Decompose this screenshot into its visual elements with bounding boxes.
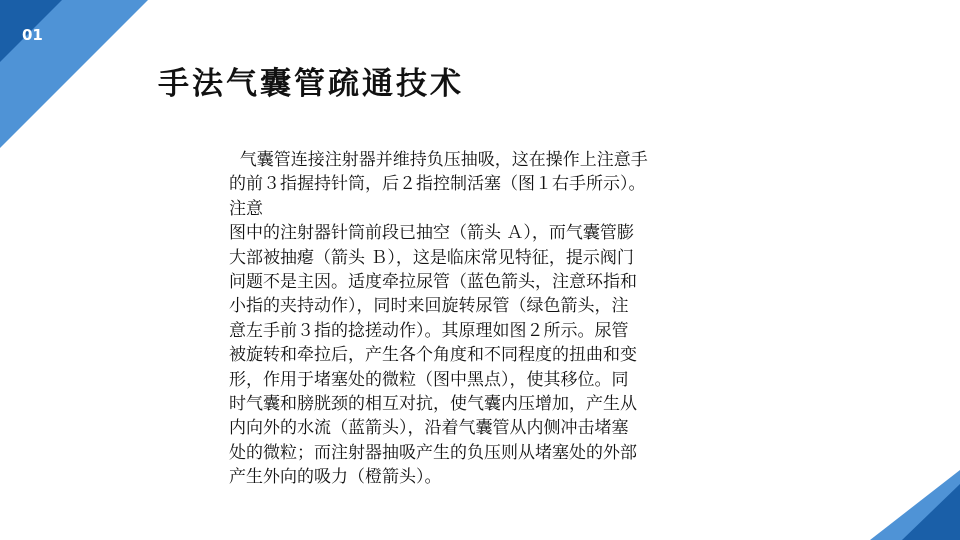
- body-line: 小指的夹持动作），同时来回旋转尿管（绿色箭头，注: [229, 296, 629, 317]
- body-line: 时气囊和膀胱颈的相互对抗，使气囊内压增加，产生从: [229, 394, 637, 415]
- body-line: 内向外的水流（蓝箭头），沿着气囊管从内侧冲击堵塞: [229, 418, 629, 439]
- body-line: 的前３指握持针筒，后２指控制活塞（图１右手所示）。: [229, 174, 646, 195]
- body-line: 处的微粒；而注射器抽吸产生的负压则从堵塞处的外部: [229, 442, 637, 463]
- slide-title: 手法气囊管疏通技术: [158, 66, 464, 102]
- corner-decoration-top-left: [0, 0, 150, 150]
- body-line: 被旋转和牵拉后，产生各个角度和不同程度的扭曲和变: [229, 345, 637, 366]
- slide-number: 01: [22, 26, 43, 44]
- corner-decoration-bottom-right: [740, 470, 960, 540]
- body-line: 意左手前３指的捻搓动作）。其原理如图２所示。尿管: [229, 320, 629, 341]
- body-line: 问题不是主因。适度牵拉尿管（蓝色箭头，注意环指和: [229, 272, 637, 293]
- body-line: 气囊管连接注射器并维持负压抽吸，这在操作上注意手: [229, 150, 648, 170]
- body-line: 图中的注射器针筒前段已抽空（箭头 Ａ），而气囊管膨: [229, 223, 634, 244]
- body-line: 产生外向的吸力（橙箭头）。: [229, 467, 442, 488]
- body-line: 大部被抽瘪（箭头 Ｂ），这是临床常见特征，提示阀门: [229, 247, 634, 268]
- body-line: 注意: [229, 198, 263, 219]
- body-line: 形，作用于堵塞处的微粒（图中黑点），使其移位。同: [229, 369, 629, 390]
- body-paragraph: [229, 148, 723, 490]
